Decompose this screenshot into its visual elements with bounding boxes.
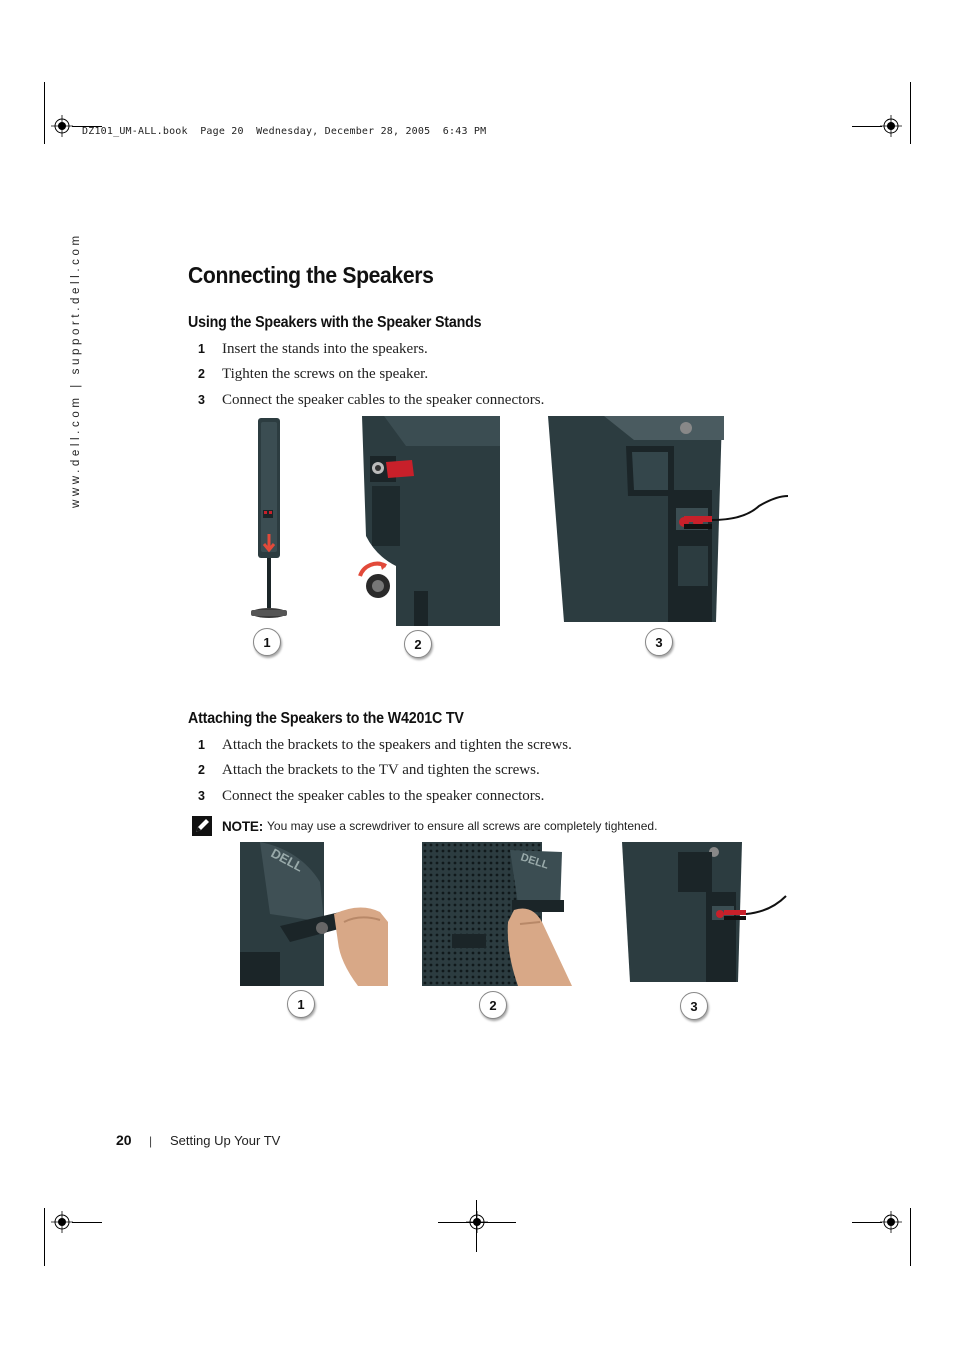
- footer-chapter-title: Setting Up Your TV: [170, 1133, 281, 1148]
- registration-mark-icon: [51, 115, 73, 137]
- note-label: NOTE:: [222, 818, 263, 834]
- crop-mark: [910, 82, 911, 144]
- step-item: [198, 737, 572, 759]
- section-heading-stands: Using the Speakers with the Speaker Stands: [188, 314, 482, 331]
- callout-marker: 2: [479, 991, 507, 1019]
- dell-logo-text: DELL: [519, 851, 551, 872]
- footer-separator: |: [149, 1134, 153, 1148]
- note-box: [192, 816, 657, 836]
- callout-marker: 3: [645, 628, 673, 656]
- bracket-tv-photo: [422, 842, 576, 986]
- step-text: Insert the stands into the speakers.: [222, 341, 428, 357]
- step-text: Attach the brackets to the speakers and tighten the screws.: [222, 737, 572, 753]
- step-item: [198, 366, 428, 388]
- step-number: 2: [198, 763, 205, 777]
- callout-marker: 3: [680, 992, 708, 1020]
- side-url: www.dell.com | support.dell.com: [70, 232, 82, 508]
- pencil-icon: [192, 816, 212, 836]
- crop-mark: [438, 1222, 516, 1223]
- page-title: Connecting the Speakers: [188, 262, 434, 288]
- cable-connect-photo: [544, 416, 790, 624]
- note-text: You may use a screwdriver to ensure all screws are completely tightened.: [267, 819, 658, 833]
- step-number: 3: [198, 393, 205, 407]
- crop-mark: [72, 1222, 102, 1223]
- dell-logo-text: DELL: [268, 845, 306, 875]
- crop-mark: [44, 1208, 45, 1266]
- step-item: [198, 341, 428, 363]
- step-item: [198, 392, 544, 414]
- step-item: [198, 762, 540, 784]
- step-text: Tighten the screws on the speaker.: [222, 366, 429, 382]
- step-number: 2: [198, 367, 205, 381]
- bracket-speaker-photo: [240, 842, 388, 986]
- crop-mark: [476, 1200, 477, 1252]
- callout-marker: 2: [404, 630, 432, 658]
- step-number: 1: [198, 342, 205, 356]
- crop-mark: [44, 82, 45, 144]
- step-text: Connect the speaker cables to the speaker connectors.: [222, 392, 545, 408]
- registration-mark-icon: [880, 115, 902, 137]
- print-header: DZ101_UM-ALL.book Page 20 Wednesday, December 28, 2005 6:43 PM: [82, 126, 487, 137]
- page-number: 20: [116, 1132, 132, 1148]
- speaker-stand-photo: [246, 416, 294, 624]
- crop-mark: [910, 1208, 911, 1266]
- callout-marker: 1: [287, 990, 315, 1018]
- step-text: Connect the speaker cables to the speaker connectors.: [222, 788, 545, 804]
- callout-marker: 1: [253, 628, 281, 656]
- speaker-cable-photo: [620, 842, 788, 984]
- step-number: 3: [198, 789, 205, 803]
- crop-mark: [852, 1222, 882, 1223]
- step-text: Attach the brackets to the TV and tighten the screws.: [222, 762, 540, 778]
- crop-mark: [852, 126, 882, 127]
- registration-mark-icon: [51, 1211, 73, 1233]
- step-number: 1: [198, 738, 205, 752]
- screw-tighten-photo: [356, 416, 500, 626]
- step-item: [198, 788, 544, 810]
- registration-mark-icon: [880, 1211, 902, 1233]
- section-heading-attach: Attaching the Speakers to the W4201C TV: [188, 710, 464, 727]
